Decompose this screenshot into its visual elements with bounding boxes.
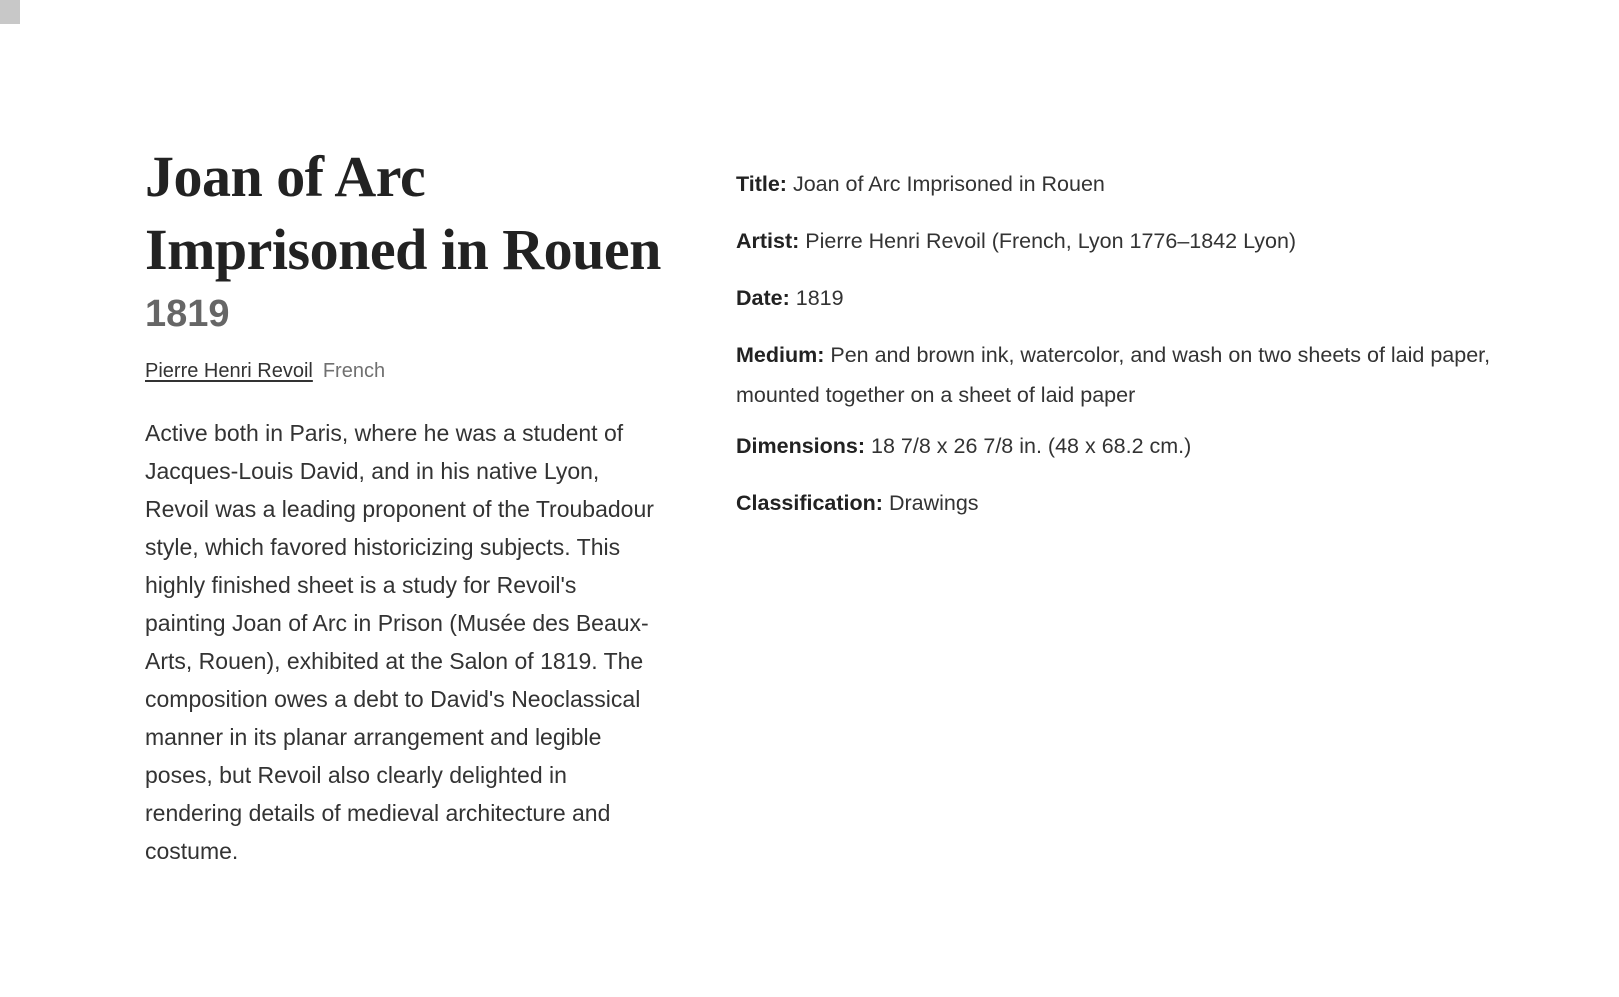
detail-classification: [736, 483, 1516, 523]
detail-value: Pen and brown ink, watercolor, and wash on two sheets of laid paper, mounted together on a sheet of laid paper: [736, 343, 1491, 407]
artwork-title: Joan of Arc Imprisoned in Rouen: [145, 144, 661, 282]
artist-line: [145, 358, 665, 384]
artwork-details: [736, 164, 1516, 540]
corner-block: [0, 0, 20, 24]
detail-value: 1819: [795, 286, 844, 310]
detail-value: Joan of Arc Imprisoned in Rouen: [792, 172, 1105, 196]
detail-label: Classification:: [736, 491, 883, 515]
detail-label: Title:: [736, 172, 787, 196]
artist-link[interactable]: Pierre Henri Revoil: [145, 360, 313, 382]
detail-label: Date:: [736, 286, 790, 310]
detail-value: Drawings: [888, 491, 979, 515]
detail-label: Medium:: [736, 343, 825, 367]
artwork-summary: [145, 140, 665, 870]
detail-value: 18 7/8 x 26 7/8 in. (48 x 68.2 cm.): [871, 434, 1192, 458]
artwork-date: 1819: [145, 293, 230, 335]
detail-medium: [736, 335, 1516, 415]
detail-label: Dimensions:: [736, 434, 866, 458]
detail-dimensions: [736, 426, 1516, 466]
detail-date: [736, 278, 1516, 318]
artist-nationality: French: [322, 360, 386, 382]
detail-label: Artist:: [736, 229, 800, 253]
detail-value: Pierre Henri Revoil (French, Lyon 1776–1842 Lyon): [805, 229, 1297, 253]
artwork-description: Active both in Paris, where he was a student of Jacques-Louis David, and in his native Lyon, Revoil was a leading proponent of the Troubadour style, which favored historicizing subjects. This highly finished sheet is a study for Revoil's painting Joan of Arc in Prison (Musée des Beaux-Arts, Rouen), exhibited at the Salon of 1819. The composition owes a debt to David's Neoclassical manner in its planar arrangement and legible poses, but Revoil also clearly delighted in rendering details of medieval architecture and costume.: [145, 420, 654, 864]
detail-title: [736, 164, 1516, 204]
detail-artist: [736, 221, 1516, 261]
